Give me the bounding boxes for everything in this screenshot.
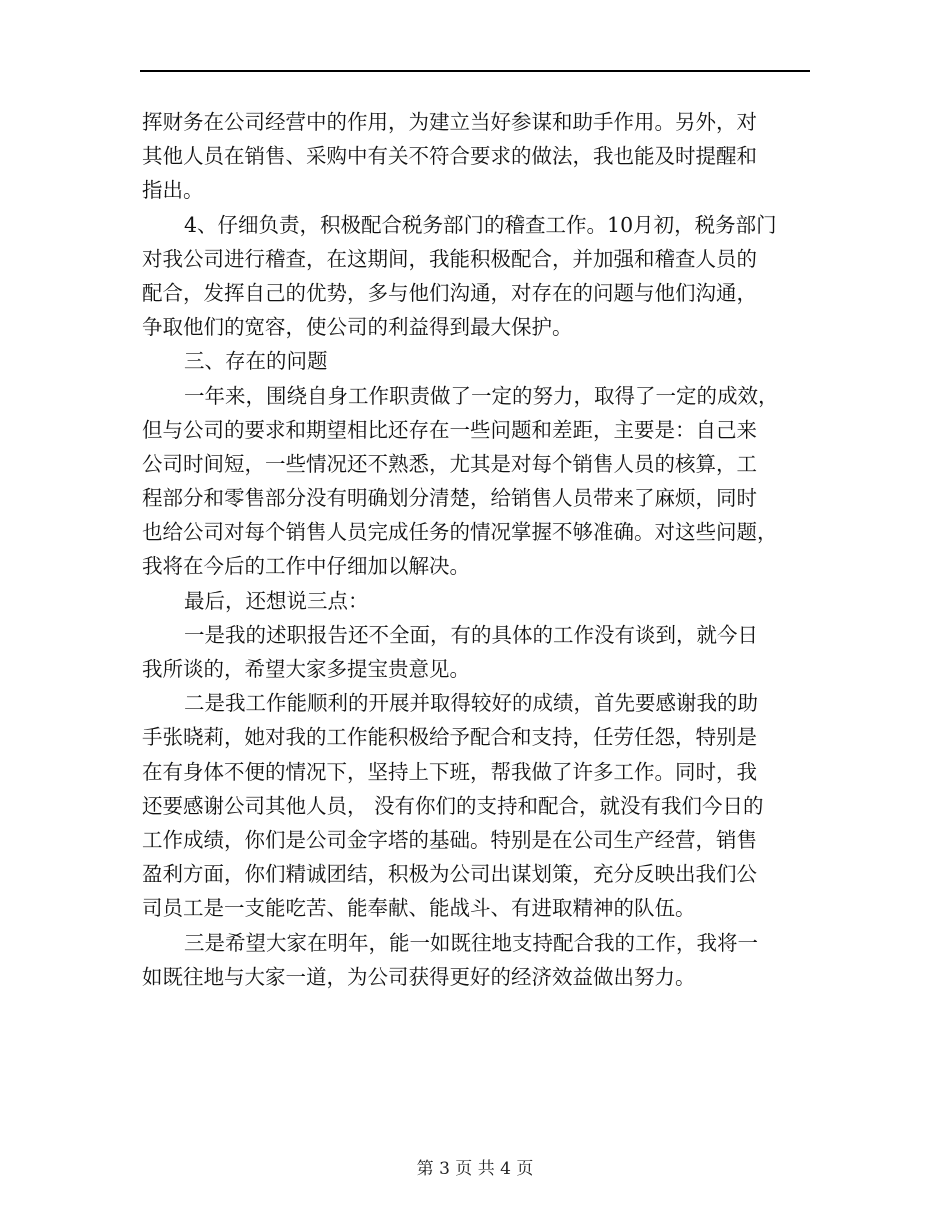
text-line: 但与公司的要求和期望相比还存在一些问题和差距，主要是：自己来 <box>142 417 757 442</box>
text-line: 也给公司对每个销售人员完成任务的情况掌握不够准确。对这些问题， <box>142 520 778 545</box>
text-line: 工作成绩，你们是公司金字塔的基础。特别是在公司生产经营，销售 <box>142 827 757 852</box>
text-line: 一年来，围绕自身工作职责做了一定的努力，取得了一定的成效， <box>184 383 779 408</box>
header-rule <box>140 70 810 72</box>
text-line: 配合，发挥自己的优势，多与他们沟通，对存在的问题与他们沟通， <box>142 280 757 305</box>
text-line: 我所谈的，希望大家多提宝贵意见。 <box>142 657 470 681</box>
text-line: 还要感谢公司其他人员， 没有你们的支持和配合，就没有我们今日的 <box>142 793 764 818</box>
text-line: 一是我的述职报告还不全面，有的具体的工作没有谈到，就今日 <box>184 622 758 647</box>
text-line: 程部分和零售部分没有明确划分清楚，给销售人员带来了麻烦，同时 <box>142 486 757 511</box>
text-line: 我将在今后的工作中仔细加以解决。 <box>142 554 470 579</box>
text-line: 在有身体不便的情况下，坚持上下班，帮我做了许多工作。同时，我 <box>142 759 757 784</box>
text-line: 司员工是一支能吃苦、能奉献、能战斗、有进取精神的队伍。 <box>142 896 696 921</box>
text-line: 挥财务在公司经营中的作用，为建立当好参谋和助手作用。另外，对 <box>142 110 757 134</box>
text-line: 最后，还想说三点： <box>184 588 369 613</box>
text-line: 盈利方面，你们精诚团结，积极为公司出谋划策，充分反映出我们公 <box>142 862 757 887</box>
text-line: 其他人员在销售、采购中有关不符合要求的做法，我也能及时提醒和 <box>142 144 757 169</box>
text-line: 二是我工作能顺利的开展并取得较好的成绩，首先要感谢我的助 <box>184 691 758 716</box>
text-line: 指出。 <box>142 178 204 203</box>
text-line: 4、仔细负责，积极配合税务部门的稽查工作。10月初，税务部门 <box>184 212 777 237</box>
page-number: 第 3 页 共 4 页 <box>416 1159 534 1179</box>
text-line: 三是希望大家在明年，能一如既往地支持配合我的工作，我将一 <box>184 930 758 955</box>
text-line: 争取他们的宽容，使公司的利益得到最大保护。 <box>142 315 573 340</box>
text-line: 对我公司进行稽查，在这期间，我能积极配合，并加强和稽查人员的 <box>142 246 757 271</box>
text-line: 三、存在的问题 <box>184 349 328 374</box>
document-body <box>142 105 810 994</box>
text-line: 如既往地与大家一道，为公司获得更好的经济效益做出努力。 <box>142 964 696 989</box>
text-line: 公司时间短，一些情况还不熟悉，尤其是对每个销售人员的核算，工 <box>142 451 757 476</box>
text-line: 手张晓莉，她对我的工作能积极给予配合和支持，任劳任怨，特别是 <box>142 725 757 750</box>
